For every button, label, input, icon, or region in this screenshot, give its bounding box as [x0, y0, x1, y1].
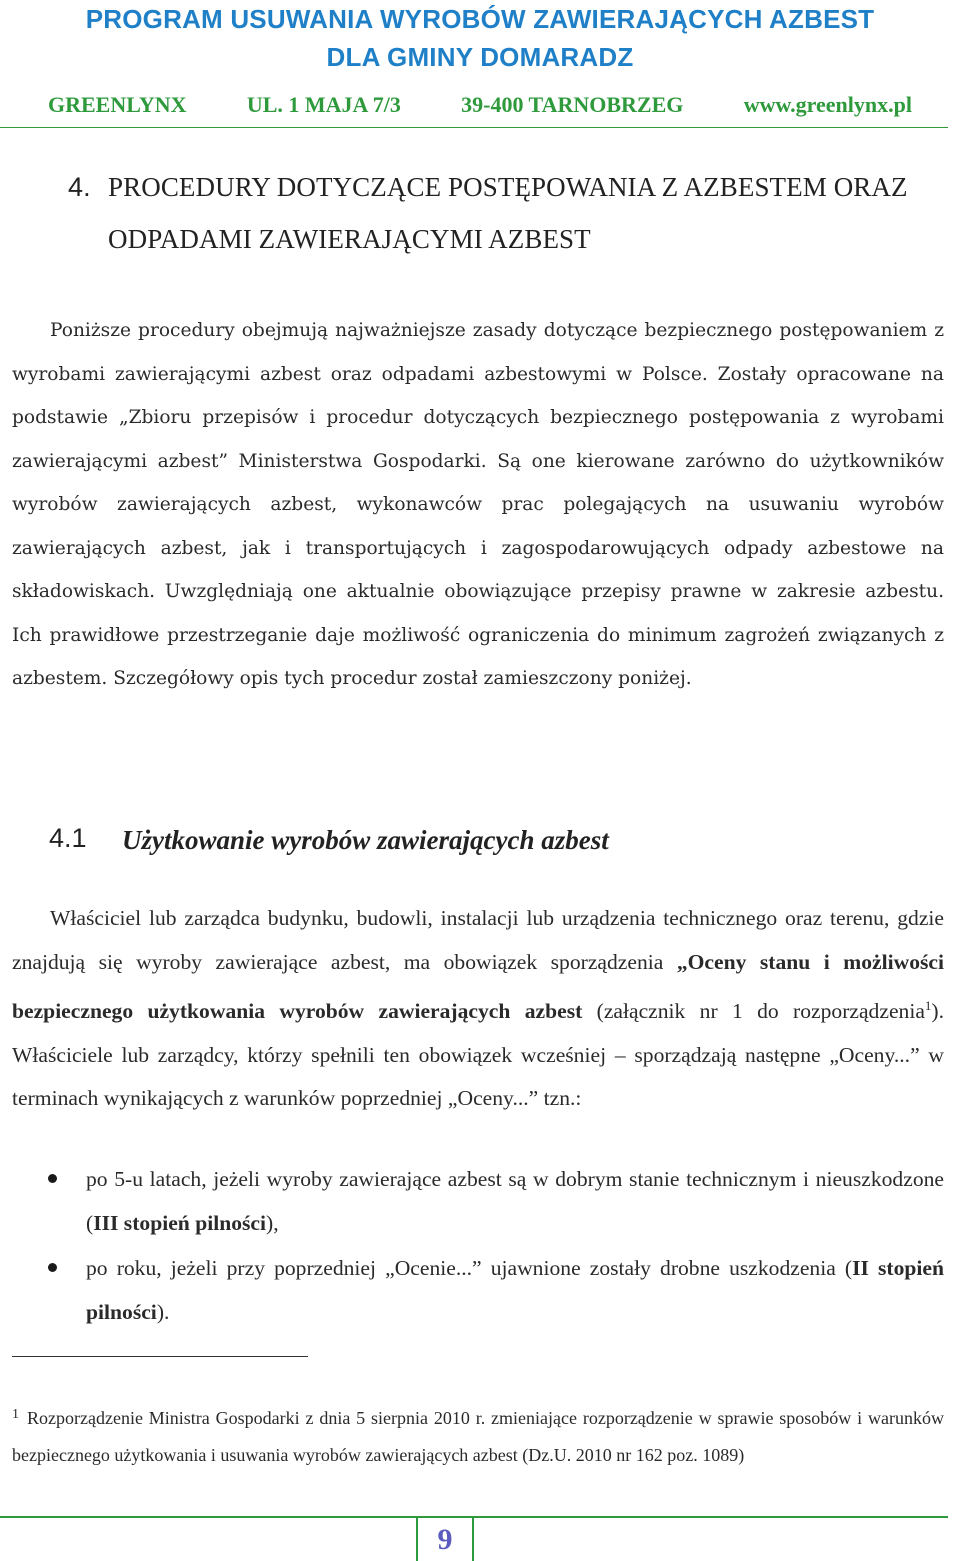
- header-city: 39-400 TARNOBRZEG: [461, 92, 684, 117]
- header-title-line2: DLA GMINY DOMARADZ: [326, 42, 634, 72]
- header-company: GREENLYNX: [48, 92, 187, 117]
- header-street: UL. 1 MAJA 7/3: [246, 92, 401, 117]
- bullet-list: [0, 1158, 944, 1336]
- intro-paragraph: [12, 309, 944, 701]
- subsection-title: Użytkowanie wyrobów zawierających azbest: [122, 825, 609, 855]
- subsection-heading: [0, 823, 960, 863]
- bullet-bold: II stopień pilności: [86, 1256, 945, 1324]
- footer-divider: [0, 1516, 948, 1518]
- header-info: [48, 92, 912, 118]
- bullet-text: po roku, jeżeli przy poprzedniej „Ocenie...” ujawnione zostały drobne uszkodzenia (: [86, 1256, 853, 1280]
- bullet-end: ),: [266, 1210, 279, 1235]
- para-end: ). Właściciele lub zarządcy, którzy spełnili ten obowiązek wcześniej – sporządzają następne „Oceny...” w terminach wynikających z warunków poprzedniej „Oceny...” tzn.:: [12, 999, 944, 1111]
- section-title-line1: PROCEDURY DOTYCZĄCE POSTĘPOWANIA Z AZBESTEM ORAZ: [108, 172, 908, 202]
- para-mid: (załącznik nr 1 do rozporządzenia: [582, 999, 925, 1024]
- header-divider: [0, 127, 948, 128]
- para-start: Właściciel lub zarządca budynku, budowli, instalacji lub urządzenia technicznego oraz terenu, gdzie znajdują się wyroby zawierające azbest, ma obowiązek sporządzenia: [12, 906, 944, 974]
- bullet-text: po 5-u latach, jeżeli wyroby zawierające azbest są w dobrym stanie technicznym i nieuszkodzone (: [86, 1167, 944, 1235]
- intro-text: Poniższe procedury obejmują najważniejsze zasady dotyczące bezpiecznego postępowaniem z wyrobami zawierającymi azbest oraz odpadami azbestowymi w Polsce. Zostały opracowane na podstawie „Zbioru przepisów i procedur dotyczących bezpiecznego postępowania z wyrobami zawierającymi azbest” Ministerstwa Gospodarki. Są one kierowane zarówno do użytkowników wyrobów zawierających azbest, wykonawców prac polegających na usuwaniu wyrobów zawierających azbest, jak i transportujących i zagospodarowujących odpady azbestowe na składowiskach. Uwzględniają one aktualnie obowiązujące przepisy prawne w zakresie azbestu. Ich prawidłowe przestrzeganie daje możliwość ograniczenia do minimum zagrożeń związanych z azbestem. Szczegółowy opis tych procedur został zamieszczony poniżej.: [12, 320, 944, 689]
- subsection-text: [12, 897, 944, 1121]
- header-title-line1: PROGRAM USUWANIA WYROBÓW ZAWIERAJĄCYCH AZBEST: [85, 4, 875, 34]
- subsection-number: 4.1: [49, 823, 87, 853]
- list-item: [0, 1247, 944, 1334]
- bullet-end: ).: [156, 1299, 170, 1324]
- footnote-text: Rozporządzenie Ministra Gospodarki z dnia 5 sierpnia 2010 r. zmieniające rozporządzenie w sprawie sposobów i warunków bezpiecznego użytkowania i usuwania wyrobów zawierających azbest (Dz.U. 2010 nr 162 poz. 1089): [12, 1408, 944, 1465]
- bullet-bold: III stopień pilności: [93, 1210, 267, 1235]
- footnote-ref[interactable]: 1: [924, 998, 932, 1013]
- list-item: [0, 1158, 944, 1245]
- bullet-icon: [48, 1174, 57, 1183]
- bullet-icon: [48, 1263, 57, 1272]
- footnote-marker: 1: [12, 1407, 19, 1422]
- section-title-line2: ODPADAMI ZAWIERAJĄCYMI AZBEST: [108, 224, 591, 254]
- header-website[interactable]: www.greenlynx.pl: [743, 92, 912, 117]
- para-bold: „Oceny stanu i możliwości bezpiecznego użytkowania wyrobów zawierających azbest: [12, 949, 945, 1024]
- page-number: 9: [416, 1518, 474, 1561]
- subsection-paragraph: [12, 897, 944, 1121]
- section-number: 4.: [68, 172, 91, 202]
- footnote-divider: [12, 1356, 308, 1357]
- footnote: [12, 1396, 944, 1474]
